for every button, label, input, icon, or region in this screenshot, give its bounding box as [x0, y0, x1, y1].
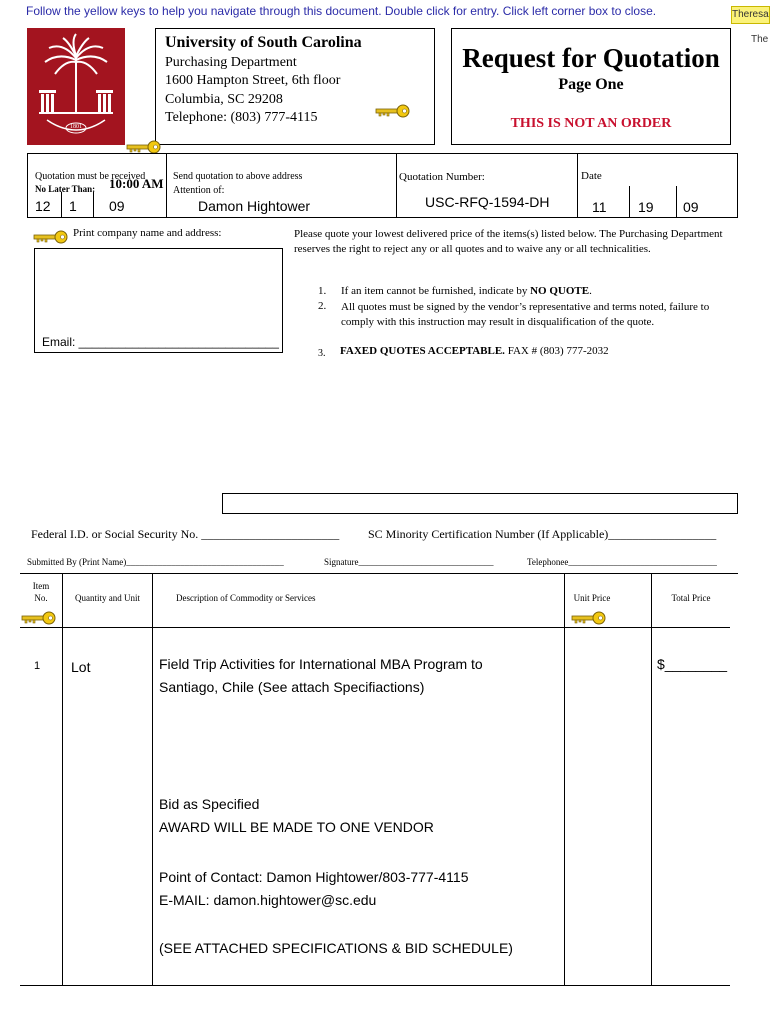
- description-line[interactable]: Santiago, Chile (See attach Specifiactions): [159, 679, 425, 695]
- university-seal: [27, 28, 125, 145]
- navigation-key-icon[interactable]: [375, 104, 411, 118]
- quote-instructions: Please quote your lowest delivered price of the items(s) listed below. The Purchasing Department reserves the right to reject any or all quotes and to waive any or all technicalities.: [294, 228, 723, 255]
- submitted-by-field[interactable]: Submitted By (Print Name)___________________________________: [27, 557, 284, 567]
- info-row-divider: [737, 153, 738, 218]
- not-an-order-notice: THIS IS NOT AN ORDER: [510, 116, 672, 131]
- university-name: University of South Carolina: [165, 34, 362, 51]
- column-header-quantity: Quantity and Unit: [75, 593, 140, 603]
- info-row-divider: [396, 153, 397, 218]
- date-day-field[interactable]: 19: [638, 199, 654, 215]
- date-field-divider: [676, 186, 677, 217]
- navigation-key-icon[interactable]: [571, 611, 607, 625]
- instruction-signature: All quotes must be signed by the vendor’s representative and terms noted, failure to comply with this instruction may result in disqualification of the quote.: [341, 301, 710, 328]
- instruction-fax: FAXED QUOTES ACCEPTABLE. FAX # (803) 777-2032: [340, 345, 609, 357]
- row-quantity-unit[interactable]: Lot: [71, 659, 91, 675]
- description-line[interactable]: Point of Contact: Damon Hightower/803-777-4115: [159, 869, 469, 885]
- attention-label: Attention of:: [173, 185, 225, 196]
- table-column-divider: [564, 573, 565, 985]
- description-line[interactable]: Bid as Specified: [159, 796, 260, 812]
- blank-entry-field[interactable]: [222, 493, 738, 514]
- minority-certification-field[interactable]: SC Minority Certification Number (If Applicable)__________________: [368, 527, 717, 541]
- navigation-key-icon[interactable]: [126, 140, 162, 154]
- column-header-unit-price: Unit Price: [573, 593, 611, 603]
- deadline-time[interactable]: 10:00 AM: [109, 176, 164, 191]
- due-month-field[interactable]: 12: [35, 198, 51, 214]
- info-row-bottom-border: [27, 217, 738, 218]
- date-month-field[interactable]: 11: [592, 199, 607, 215]
- navigation-instruction: Follow the yellow keys to help you navigate through this document. Double click for entry. Click left corner box to close.: [26, 4, 657, 18]
- due-year-field[interactable]: 09: [109, 198, 125, 214]
- date-label: Date: [581, 170, 602, 182]
- telephone-number: Telephone: (803) 777-4115: [165, 110, 318, 125]
- due-day-field[interactable]: 1: [69, 198, 77, 214]
- seal-year: 1801: [70, 124, 82, 130]
- email-field[interactable]: Email: ______________________________: [42, 335, 279, 349]
- corner-close-box[interactable]: Theresa: [731, 6, 770, 24]
- table-header-border: [20, 627, 730, 628]
- navigation-key-icon[interactable]: [33, 230, 69, 244]
- row-item-number[interactable]: 1: [34, 660, 41, 672]
- telephone-field[interactable]: Telephonee_________________________________: [527, 557, 717, 567]
- column-header-description: Description of Commodity or Services: [176, 593, 316, 603]
- description-line[interactable]: E-MAIL: damon.hightower@sc.edu: [159, 892, 377, 908]
- info-row-divider: [577, 153, 578, 218]
- send-quotation-label: Send quotation to above address: [173, 171, 303, 182]
- quotation-number-label: Quotation Number:: [399, 171, 485, 183]
- street-address: 1600 Hampton Street, 6th floor: [165, 73, 341, 88]
- info-row-divider: [27, 153, 28, 218]
- quotation-number-field[interactable]: USC-RFQ-1594-DH: [425, 194, 550, 210]
- federal-id-field[interactable]: Federal I.D. or Social Security No. _______________________: [31, 527, 340, 541]
- instruction-number: 1.: [318, 285, 327, 297]
- company-address-label: Print company name and address:: [73, 227, 222, 239]
- navigation-key-icon[interactable]: [21, 611, 57, 625]
- corner-note: The: [751, 34, 769, 45]
- table-column-divider: [152, 573, 153, 985]
- table-top-border: [20, 573, 738, 574]
- column-header-item-no: Item No.: [32, 581, 50, 603]
- description-line[interactable]: (SEE ATTACHED SPECIFICATIONS & BID SCHEDULE): [159, 940, 513, 956]
- instruction-number: 3.: [318, 348, 326, 359]
- department-name: Purchasing Department: [165, 55, 297, 70]
- date-year-field[interactable]: 09: [683, 199, 699, 215]
- description-line[interactable]: Field Trip Activities for International MBA Program to: [159, 656, 483, 672]
- table-column-divider: [62, 573, 63, 985]
- description-line[interactable]: AWARD WILL BE MADE TO ONE VENDOR: [159, 819, 434, 835]
- table-column-divider: [651, 573, 652, 985]
- instruction-no-quote: If an item cannot be furnished, indicate by NO QUOTE.: [341, 285, 592, 297]
- date-field-divider: [61, 192, 62, 217]
- date-field-divider: [93, 192, 94, 217]
- signature-field[interactable]: Signature______________________________: [324, 557, 494, 567]
- instruction-number: 2.: [318, 300, 327, 312]
- page-number: Page One: [558, 76, 624, 93]
- total-price-field[interactable]: $________: [657, 656, 728, 672]
- date-field-divider: [629, 186, 630, 217]
- city-address: Columbia, SC 29208: [165, 92, 283, 107]
- attention-name-field[interactable]: Damon Hightower: [198, 198, 311, 214]
- deadline-label: Quotation must be received: [35, 171, 146, 182]
- info-row-divider: [166, 153, 167, 218]
- table-bottom-border: [20, 985, 730, 986]
- no-later-than-label: No Later Than:: [35, 184, 96, 194]
- info-row-top-border: [27, 153, 738, 154]
- column-header-total-price: Total Price: [671, 593, 711, 603]
- document-title: Request for Quotation: [462, 43, 720, 73]
